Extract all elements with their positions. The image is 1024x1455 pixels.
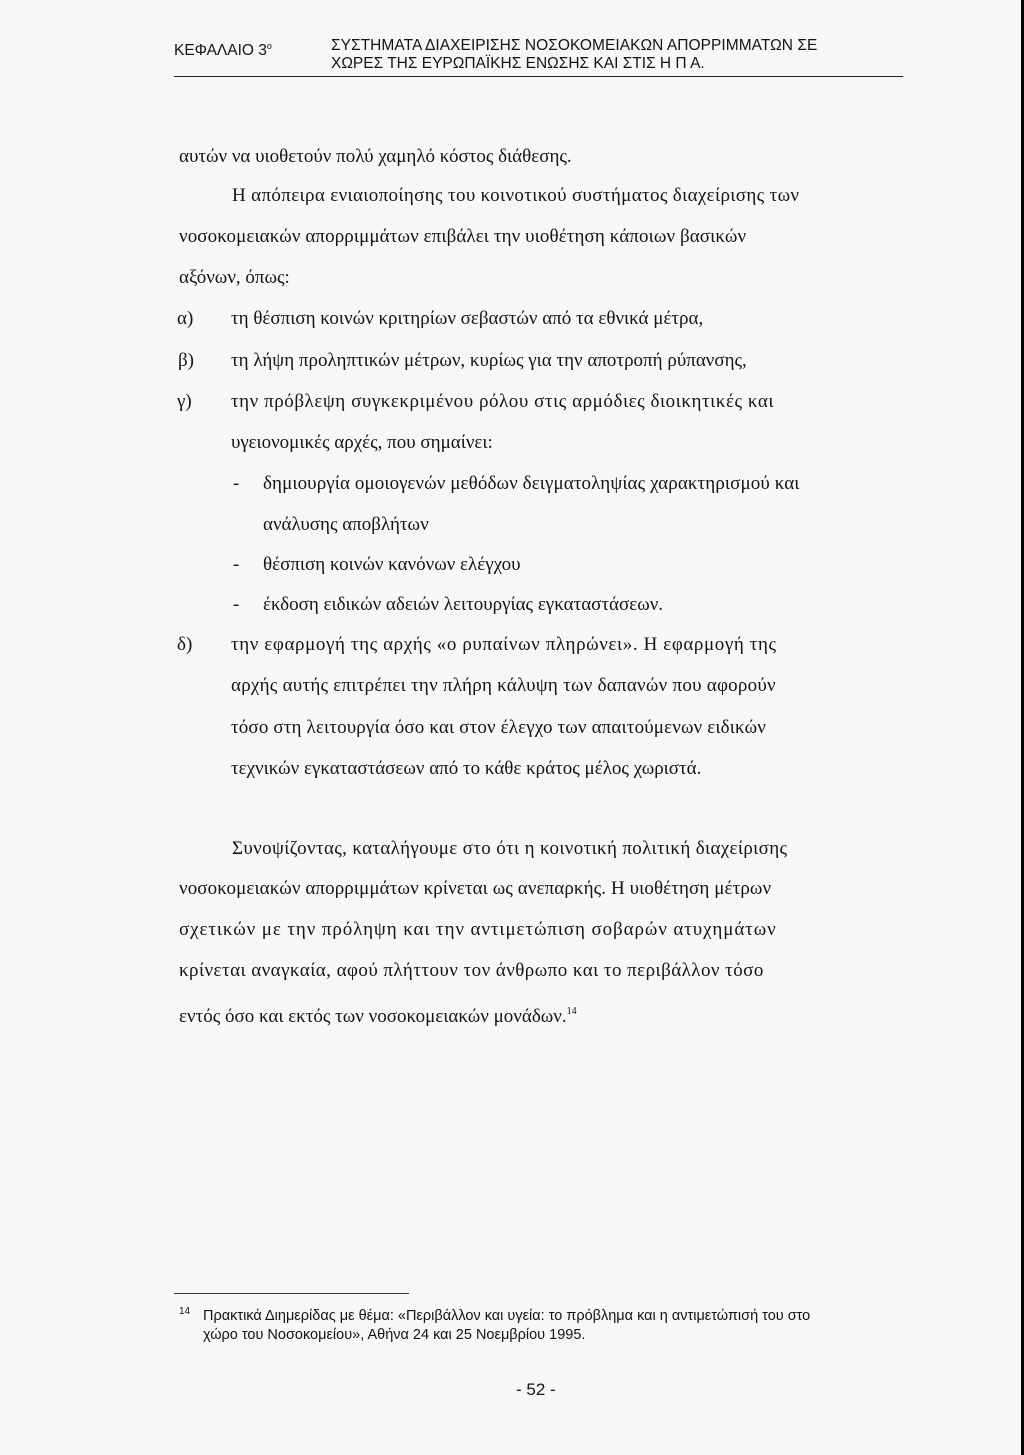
subitem-2-dash: -: [233, 554, 240, 575]
paragraph2-line3: σχετικών με την πρόληψη και την αντιμετώπιση σοβαρών ατυχημάτων: [179, 919, 777, 940]
paragraph1-line3: αξόνων, όπως:: [179, 267, 290, 288]
item-a-label: α): [177, 308, 194, 329]
item-a-text: τη θέσπιση κοινών κριτηρίων σεβαστών από τα εθνικά μέτρα,: [231, 308, 704, 329]
subitem-1-line2: ανάλυσης αποβλήτων: [263, 514, 429, 535]
subitem-3-line1: έκδοση ειδικών αδειών λειτουργίας εγκαταστάσεων.: [263, 594, 664, 615]
header-title-line1: ΣΥΣΤΗΜΑΤΑ ΔΙΑΧΕΙΡΙΣΗΣ ΝΟΣΟΚΟΜΕΙΑΚΩΝ ΑΠΟΡΡΙΜΜΑΤΩΝ ΣΕ: [331, 37, 818, 54]
item-d-text-line1: την εφαρμογή της αρχής «ο ρυπαίνων πληρώνει». Η εφαρμογή της: [231, 634, 777, 655]
paragraph2-line5: [179, 1000, 577, 1029]
paragraph1-line2: νοσοκομειακών απορριμμάτων επιβάλει την υιοθέτηση κάποιων βασικών: [179, 226, 747, 247]
paragraph1-line1: [232, 184, 902, 208]
item-c-label: γ): [177, 391, 192, 412]
subitem-3-dash: -: [233, 594, 240, 615]
header-title-line2: ΧΩΡΕΣ ΤΗΣ ΕΥΡΩΠΑΪΚΗΣ ΕΝΩΣΗΣ ΚΑΙ ΣΤΙΣ Η Π Α.: [331, 55, 705, 72]
subitem-2-line1: θέσπιση κοινών κανόνων ελέγχου: [263, 554, 521, 575]
footnote-line1: Πρακτικά Διημερίδας με θέμα: «Περιβάλλον και υγεία: το πρόβλημα και η αντιμετώπισή του στο: [203, 1308, 811, 1324]
header-chapter-text: ΚΕΦΑΛΑΙΟ 3: [174, 42, 267, 59]
item-c-text-line1: την πρόβλεψη συγκεκριμένου ρόλου στις αρμόδιες διοικητικές και: [231, 391, 774, 412]
paragraph2-line4: κρίνεται αναγκαία, αφού πλήττουν τον άνθρωπο και το περιβάλλον τόσο: [179, 960, 764, 981]
paragraph2-line2: νοσοκομειακών απορριμμάτων κρίνεται ως ανεπαρκής. Η υιοθέτηση μέτρων: [179, 878, 772, 899]
footnote-number: [179, 1303, 190, 1327]
paragraph2-line1: Συνοψίζοντας, καταλήγουμε στο ότι η κοινοτική πολιτική διαχείρισης: [232, 838, 788, 859]
footnote-line2: χώρο του Νοσοκομείου», Αθήνα 24 και 25 Νοεμβρίου 1995.: [203, 1327, 586, 1343]
footnote-rule: [174, 1293, 409, 1294]
item-b-text: τη λήψη προληπτικών μέτρων, κυρίως για την αποτροπή ρύπανσης,: [231, 350, 747, 371]
paragraph2-line5-text: εντός όσο και εκτός των νοσοκομειακών μονάδων.: [179, 1006, 567, 1027]
page-number: - 52 -: [516, 1380, 556, 1399]
paragraph1-line1-text: Η απόπειρα ενιαιοποίησης του κοινοτικού συστήματος διαχείρισης των: [232, 185, 800, 206]
header-chapter: [174, 37, 272, 60]
item-c-text-line2: υγειονομικές αρχές, που σημαίνει:: [231, 432, 493, 453]
intro-line: αυτών να υιοθετούν πολύ χαμηλό κόστος διάθεσης.: [179, 146, 572, 167]
header-rule: [174, 76, 903, 77]
footnote-number-text: 14: [179, 1306, 191, 1317]
subitem-1-line1: δημιουργία ομοιογενών μεθόδων δειγματοληψίας χαρακτηρισμού και: [263, 473, 800, 494]
footnote-reference: 14: [566, 1006, 577, 1017]
item-d-label: δ): [177, 634, 193, 655]
item-d-text-line4: τεχνικών εγκαταστάσεων από το κάθε κράτος μέλος χωριστά.: [231, 758, 702, 779]
item-d-text-line3: τόσο στη λειτουργία όσο και στον έλεγχο των απαιτούμενων ειδικών: [231, 717, 766, 738]
item-b-label: β): [178, 350, 194, 371]
subitem-1-dash: -: [233, 473, 240, 494]
header-chapter-sup: ο: [266, 41, 272, 51]
item-d-text-line2: αρχής αυτής επιτρέπει την πλήρη κάλυψη των δαπανών που αφορούν: [231, 675, 776, 696]
